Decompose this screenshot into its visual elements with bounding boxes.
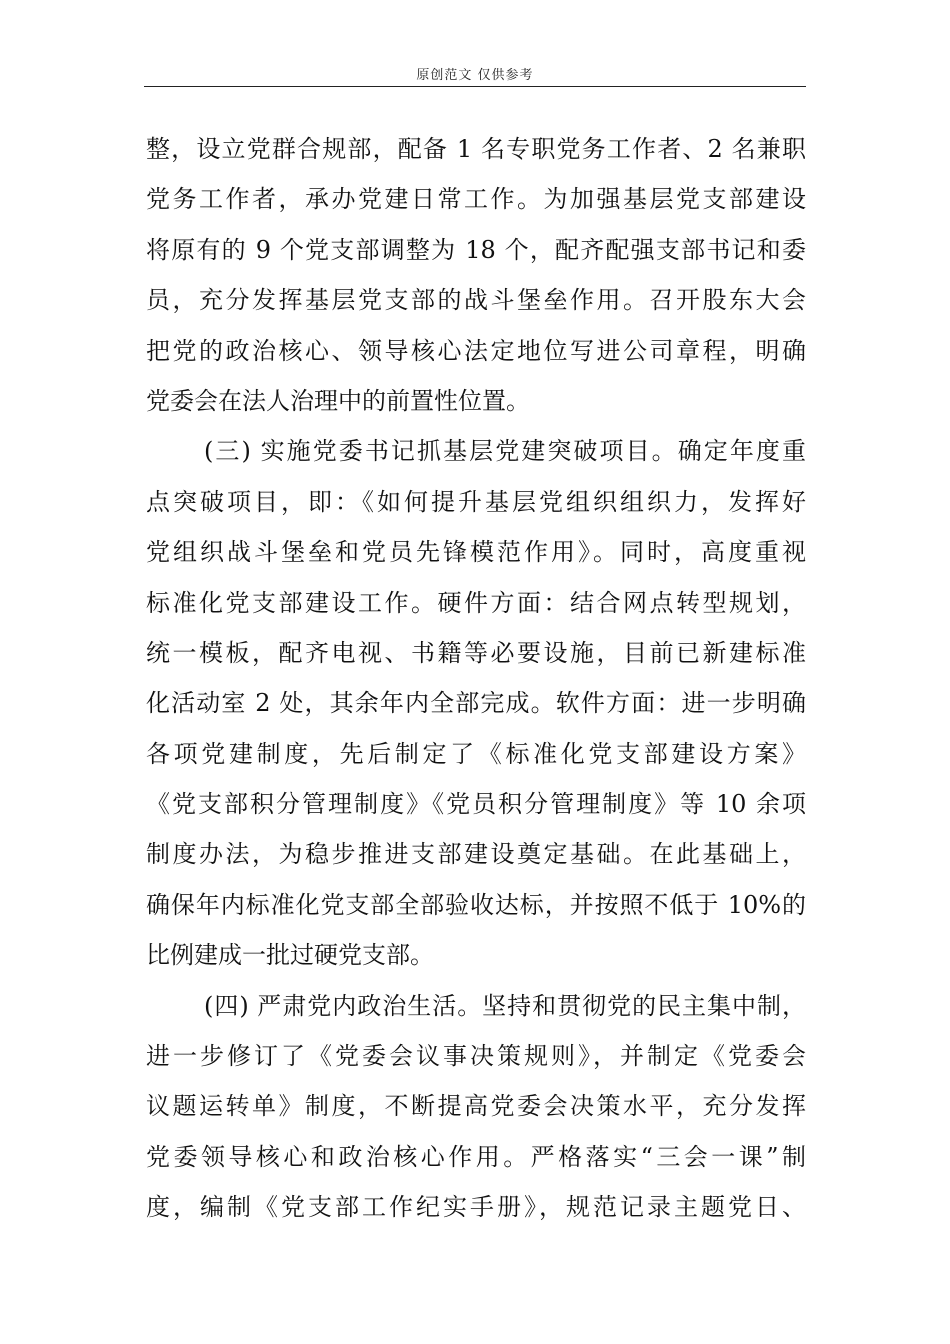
text-line: 党组织战斗堡垒和党员先锋模范作用》。同时，高度重视 — [146, 538, 806, 567]
header-text: 原创范文 仅供参考 — [416, 68, 534, 83]
text-line: 《党支部积分管理制度》《党员积分管理制度》等 10 余项 — [146, 790, 806, 819]
text-line: 议题运转单》制度，不断提高党委会决策水平，充分发挥 — [146, 1092, 806, 1121]
text-line: 党委会在法人治理中的前置性位置。 — [146, 386, 530, 415]
text-line: 党务工作者，承办党建日常工作。为加强基层党支部建设 — [146, 185, 806, 214]
text-line: 进一步修订了《党委会议事决策规则》，并制定《党委会 — [146, 1042, 806, 1071]
text-line: 制度办法，为稳步推进支部建设奠定基础。在此基础上， — [146, 840, 806, 869]
text-line: 整，设立党群合规部，配备 1 名专职党务工作者、2 名兼职 — [146, 135, 806, 163]
text-line: 员，充分发挥基层党支部的战斗堡垒作用。召开股东大会 — [146, 286, 806, 315]
text-line: 标准化党支部建设工作。硬件方面：结合网点转型规划， — [146, 588, 806, 617]
page-header — [144, 64, 806, 87]
text-line: 党委领导核心和政治核心作用。严格落实“三会一课”制 — [146, 1142, 806, 1171]
text-line: 各项党建制度，先后制定了《标准化党支部建设方案》 — [146, 739, 806, 768]
text-line: 比例建成一批过硬党支部。 — [146, 941, 434, 970]
text-line: 度，编制《党支部工作纪实手册》，规范记录主题党日、 — [146, 1193, 806, 1222]
section-heading-line: (三) 实施党委书记抓基层党建突破项目。确定年度重 — [204, 437, 806, 466]
text-line: 统一模板，配齐电视、书籍等必要设施，目前已新建标准 — [146, 638, 806, 667]
text-line: 把党的政治核心、领导核心法定地位写进公司章程，明确 — [146, 336, 806, 365]
text-line: 化活动室 2 处，其余年内全部完成。软件方面：进一步明确 — [146, 689, 806, 718]
text-line: 确保年内标准化党支部全部验收达标，并按照不低于 10%的 — [146, 890, 806, 919]
text-line: 将原有的 9 个党支部调整为 18 个，配齐配强支部书记和委 — [146, 235, 806, 264]
body-text — [146, 124, 806, 1233]
section-heading-line: (四) 严肃党内政治生活。坚持和贯彻党的民主集中制， — [204, 991, 806, 1020]
text-line: 点突破项目，即：《如何提升基层党组织组织力，发挥好 — [146, 487, 806, 516]
